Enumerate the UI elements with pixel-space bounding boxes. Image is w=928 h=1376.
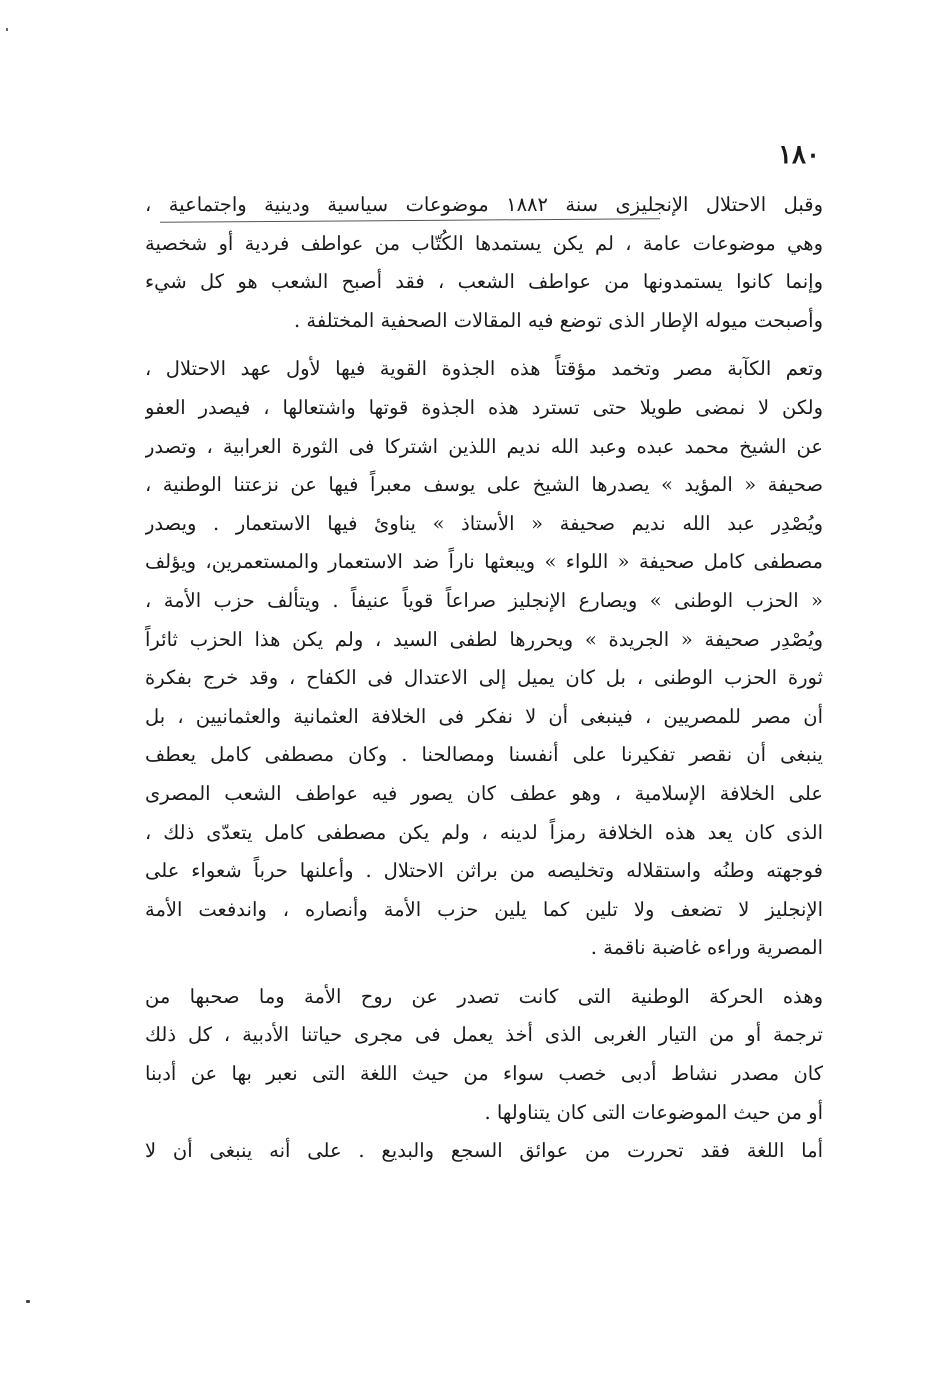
page-number: ١٨٠ <box>778 140 820 170</box>
text-line: ثورة الحزب الوطنى ، بل كان يميل إلى الاعتدال فى الكفاح ، وقد خرج بفكرة <box>145 666 823 690</box>
text-line: وهذه الحركة الوطنية التى كانت تصدر عن روح الأمة وما صحبها من <box>145 984 823 1008</box>
text-line: عن الشيخ محمد عبده وعبد الله نديم اللذين اشتركا فى الثورة العرابية ، وتصدر <box>145 434 823 458</box>
text-line: وهي موضوعات عامة ، لم يكن يستمدها الكُتّاب من عواطف فردية أو شخصية <box>145 231 823 255</box>
scan-artifact <box>26 1300 30 1303</box>
paragraph-gap <box>145 340 823 350</box>
text-line: أن مصر للمصريين ، فينبغى أن لا نفكر فى الخلافة العثمانية والعثمانيين ، بل <box>145 704 823 728</box>
text-line: وقبل الاحتلال الإنجليزى سنة ١٨٨٢ موضوعات سياسية ودينية واجتماعية ، <box>145 193 823 216</box>
text-line: مصطفى كامل صحيفة « اللواء » ويبعثها ناراً ضد الاستعمار والمستعمرين، ويؤلف <box>145 550 823 574</box>
text-line: وأصبحت ميوله الإطار الذى توضع فيه المقالات الصحفية المختلفة . <box>293 308 823 332</box>
text-line: ويُصْدِر عبد الله نديم صحيفة « الأستاذ » يناوئ فيها الاستعمار . ويصدر <box>145 511 823 535</box>
body-text <box>145 186 823 1171</box>
text-line: ينبغى أن نقصر تفكيرنا على أنفسنا ومصالحنا . وكان مصطفى كامل يعطف <box>145 743 823 767</box>
text-line: ويُصْدِر صحيفة « الجريدة » ويحررها لطفى السيد ، ولم يكن هذا الحزب ثائراً <box>145 627 823 651</box>
text-line: كان مصدر نشاط أدبى خصب سواء من حيث اللغة التى نعبر بها عن أدبنا <box>145 1062 823 1086</box>
text-line: وإنما كانوا يستمدونها من عواطف الشعب ، فقد أصبح الشعب هو كل شيء <box>145 270 823 294</box>
text-line: أما اللغة فقد تحررت من عوائق السجع والبديع . على أنه ينبغى أن لا <box>145 1139 823 1163</box>
text-line: « الحزب الوطنى » ويصارع الإنجليز صراعاً قوياً عنيفاً . ويتألف حزب الأمة ، <box>145 588 823 612</box>
text-line: الإنجليز لا تضعف ولا تلين كما يلين حزب الأمة وأنصاره ، واندفعت الأمة <box>145 897 823 921</box>
text-line: الذى كان يعد هذه الخلافة رمزاً لدينه ، ولم يكن مصطفى كامل يتعدّى ذلك ، <box>145 820 823 844</box>
text-line: المصرية وراءه غاضبة ناقمة . <box>590 936 823 960</box>
text-line: وتعم الكآبة مصر وتخمد مؤقتاً هذه الجذوة القوية فيها لأول عهد الاحتلال ، <box>145 357 823 381</box>
text-line: ترجمة أو من التيار الغربى الذى أخذ يعمل فى مجرى حياتنا الأدبية ، كل ذلك <box>145 1023 823 1047</box>
text-line: أو من حيث الموضوعات التى كان يتناولها . <box>484 1100 823 1124</box>
text-line: ولكن لا نمضى طويلا حتى تسترد هذه الجذوة قوتها واشتعالها ، فيصدر العفو <box>145 395 823 419</box>
text-line: صحيفة « المؤيد » يصدرها الشيخ على يوسف معبراً فيها عن نزعتنا الوطنية ، <box>145 473 823 497</box>
scan-artifact <box>6 28 8 31</box>
paragraph-gap <box>145 968 823 978</box>
text-line: فوجهته وطنُه واستقلاله وتخليصه من براثن الاحتلال . وأعلنها حرباً شعواء على <box>145 859 823 883</box>
text-line: على الخلافة الإسلامية ، وهو عطف كان يصور فيه عواطف الشعب المصرى <box>145 781 823 805</box>
